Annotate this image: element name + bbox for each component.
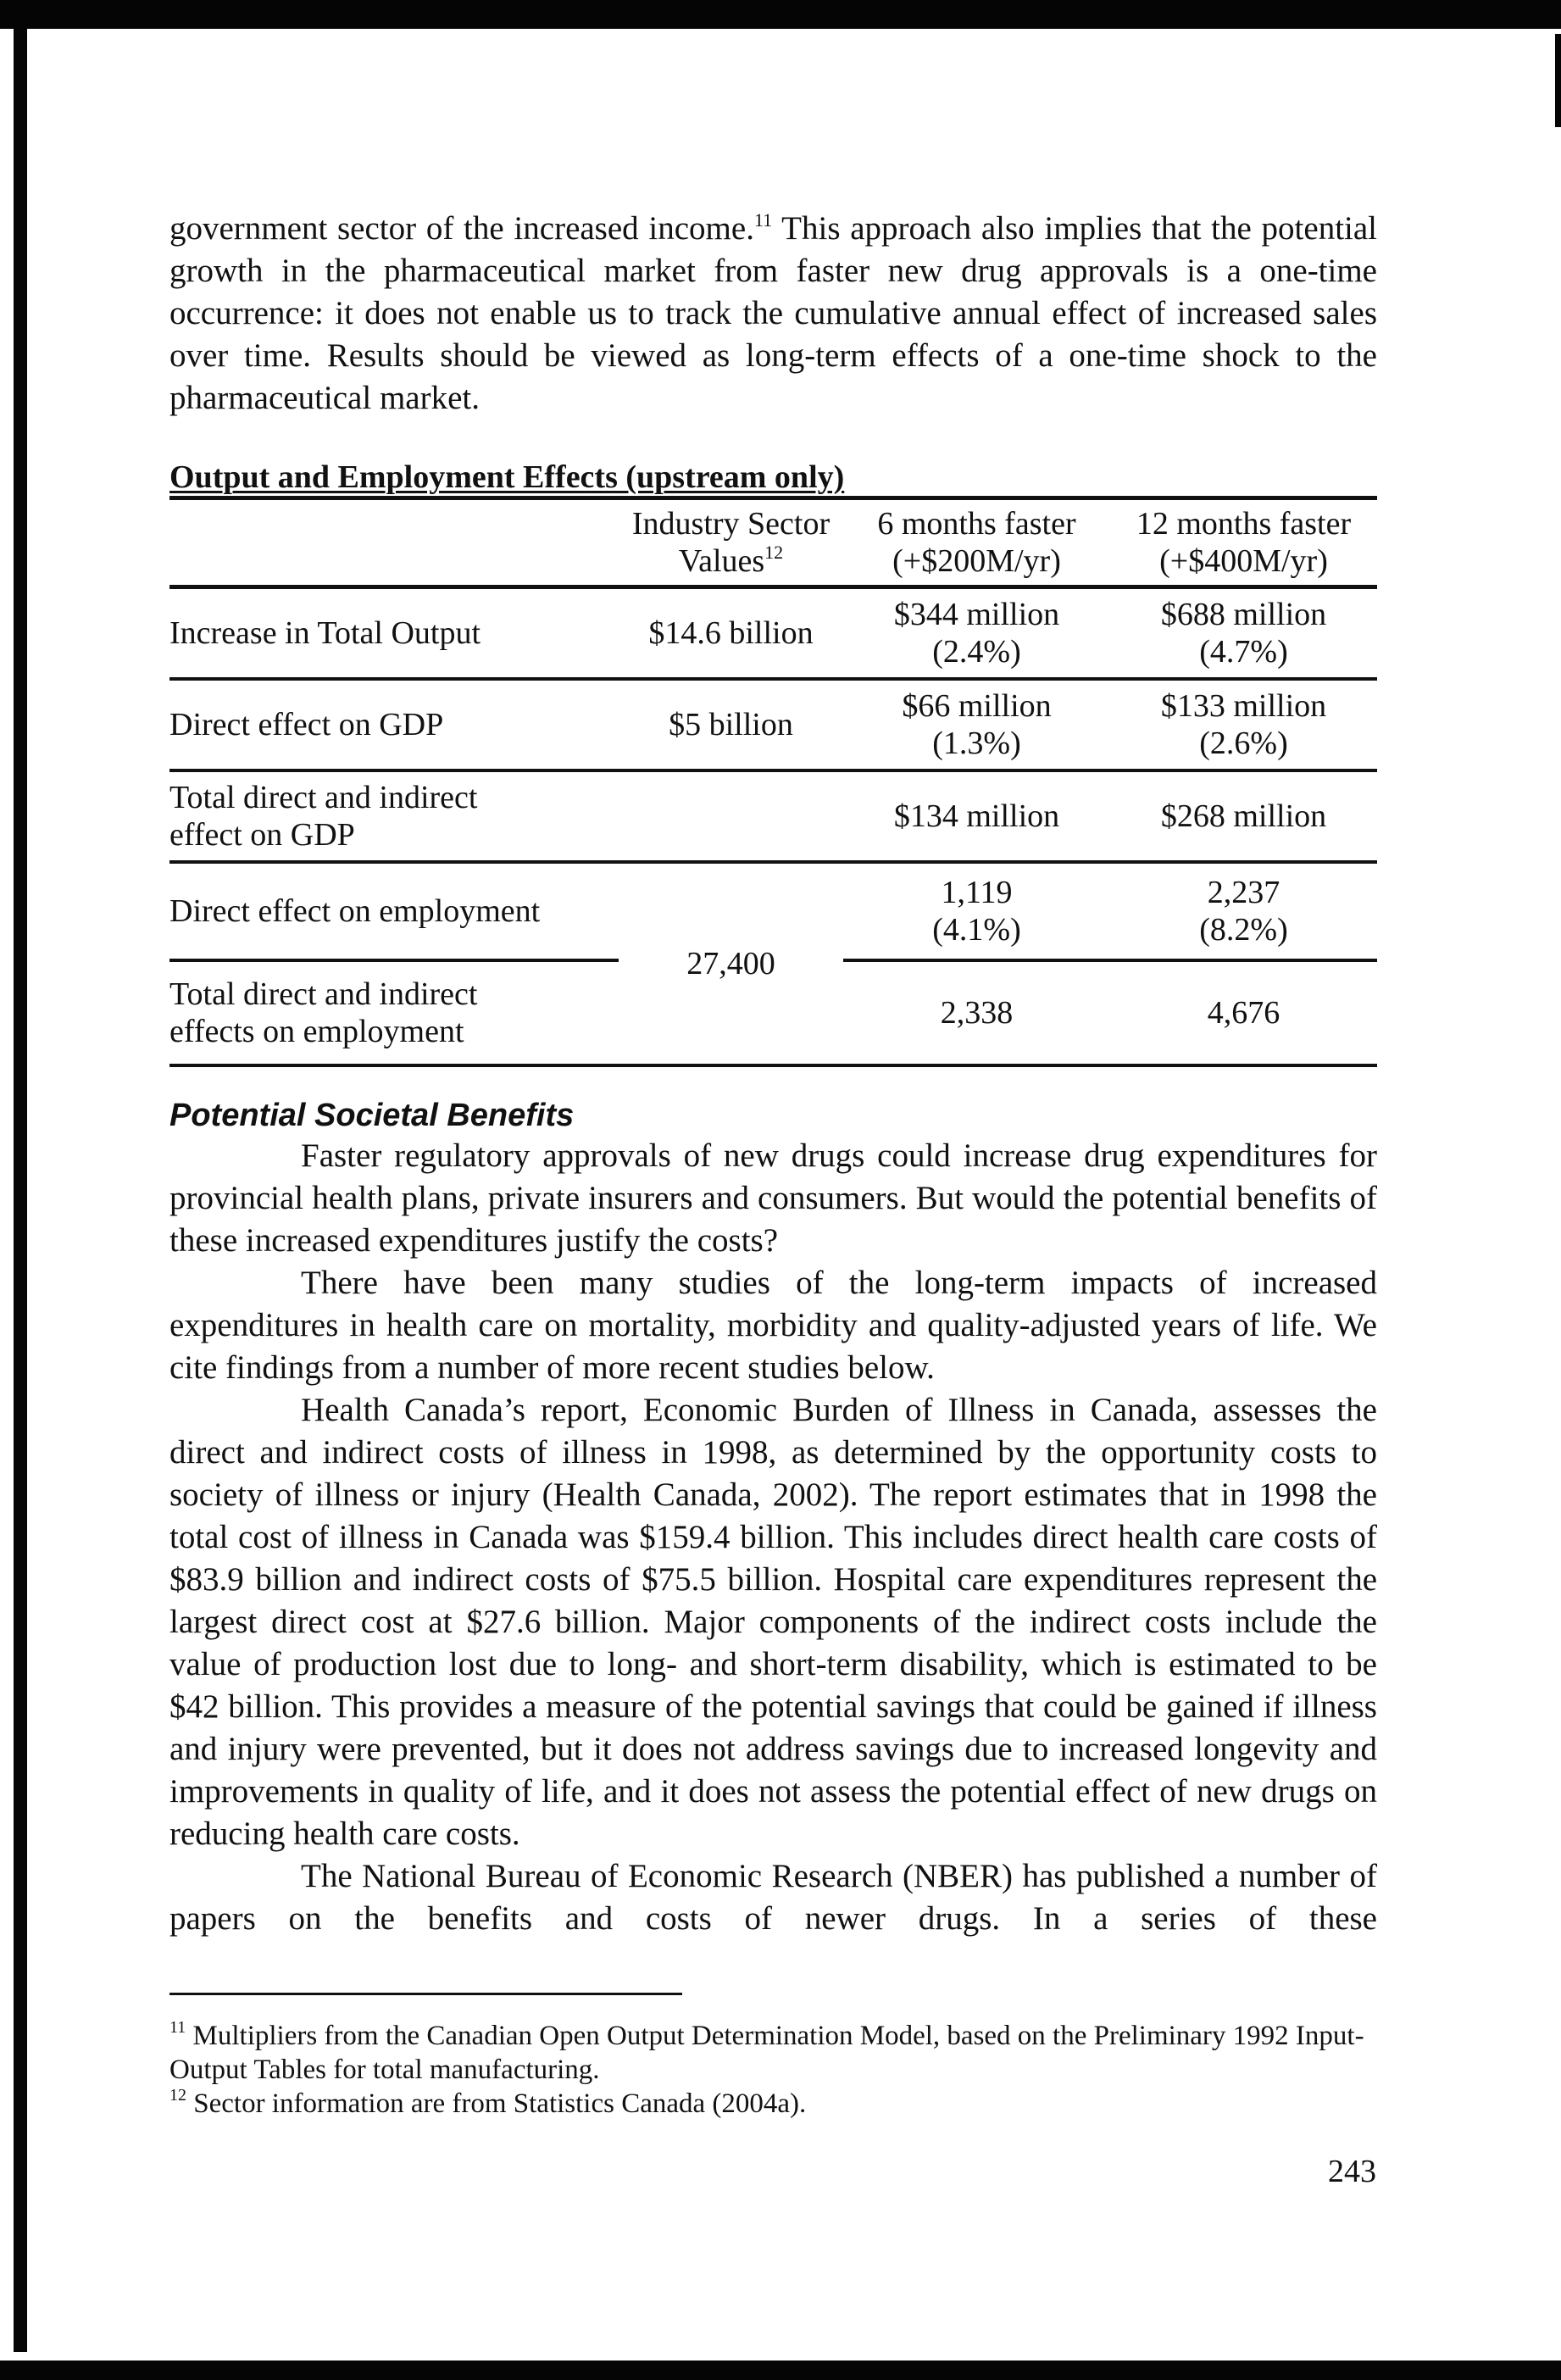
table-row [169,679,1377,770]
six-months-amount: $344 million [893,597,1060,632]
footnote-11 [169,2019,1377,2087]
twelve-months-pct: (4.7%) [1199,634,1288,670]
six-months-pct: (2.4%) [932,634,1021,670]
six-months-amount: 1,119 [941,875,1013,910]
sector-value [619,770,843,862]
six-months-value: 2,338 [843,960,1110,1065]
section-heading: Potential Societal Benefits [169,1098,575,1133]
table-row [169,770,1377,862]
twelve-months-pct: (2.6%) [1199,726,1288,761]
header-industry-sector-line1: Industry Sector [631,506,830,542]
page-number: 243 [1328,2154,1376,2189]
header-industry-sector [619,498,843,587]
footnote-marker-11: 11 [169,2018,186,2037]
header-twelve-months [1110,498,1377,587]
body-paragraph: Health Canada’s report, Economic Burden of Illness in Canada, assesses the direct and indirect costs of illness in 1998, as determined by the opportunity costs to society of illness or injury (Health Canada, 2002). The report estimates that in 1998 the total cost of illness in Canada was $159.4 billion. This includes direct health care costs of $83.9 billion and indirect costs of $75.5 billion. Hospital care expenditures represent the largest direct cost at $27.6 billion. Major components of the indirect costs include the value of production lost due to long- and short-term disability, which is estimated to be $42 billion. This provides a measure of the potential savings that could be gained if illness and injury were prevented, but it does not address savings due to increased longevity and improvements in quality of life, and it does not assess the potential effect of new drugs on reducing health care costs. [169,1392,1377,1852]
six-months-value: $134 million [843,770,1110,862]
footnote-divider [169,1993,682,1995]
header-six-months-line1: 6 months faster [877,506,1076,542]
row-label: Direct effect on GDP [169,679,619,770]
sector-value: $5 billion [619,679,843,770]
twelve-months-value [1110,587,1377,680]
row-label-line1: Total direct and indirect [169,976,478,1012]
row-label-line2: effects on employment [169,1014,464,1049]
scan-border-bottom [0,2361,1561,2380]
scan-border-top [0,0,1561,25]
six-months-pct: (1.3%) [932,726,1021,761]
row-label-line1: Total direct and indirect [169,780,478,815]
twelve-months-value: $268 million [1110,770,1377,862]
header-industry-sector-line2 [619,542,843,580]
row-label: Increase in Total Output [169,587,619,680]
twelve-months-value [1110,862,1377,960]
twelve-months-amount: $688 million [1160,597,1327,632]
row-label [169,960,619,1065]
six-months-value [843,587,1110,680]
table-header-row [169,498,1377,587]
table-row [169,587,1377,680]
footnote-11-text: Multipliers from the Canadian Open Output Determination Model, based on the Preliminary 1992 Input-Output Tables for total manufacturing. [169,2021,1364,2085]
row-label: Direct effect on employment [169,862,619,960]
body-paragraph: The National Bureau of Economic Research (NBER) has published a number of papers on the benefits and costs of newer drugs. In a series of these [169,1858,1377,1937]
scan-border-right [1555,34,1561,127]
header-twelve-months-line1: 12 months faster [1136,506,1352,542]
header-blank [169,498,619,587]
body-paragraph: There have been many studies of the long-term impacts of increased expenditures in health care on mortality, morbidity and quality-adjusted years of life. We cite findings from a number of more recent studies below. [169,1265,1377,1386]
twelve-months-amount: $133 million [1160,688,1327,724]
footnotes [169,2019,1377,2121]
footnote-ref-12[interactable]: 12 [764,542,784,563]
scan-border-left [14,25,27,2352]
intro-paragraph [169,208,1377,420]
intro-text-start: government sector of the increased income. [169,210,754,247]
six-months-value [843,679,1110,770]
twelve-months-pct: (8.2%) [1199,912,1288,948]
six-months-pct: (4.1%) [932,912,1021,948]
sector-value: $14.6 billion [619,587,843,680]
row-label [169,770,619,862]
header-values-text: Values [678,543,765,579]
table-title: Output and Employment Effects (upstream only) [169,459,845,495]
scan-border-top-thin [0,25,1561,29]
twelve-months-value [1110,679,1377,770]
footnote-12 [169,2087,1377,2121]
header-twelve-months-line2: (+$400M/yr) [1159,543,1328,579]
intro-text-end: This approach also implies that the potential growth in the pharmaceutical market from faster new drug approvals is a one-time occurrence: it does not enable us to track the cumulative annual effect of increased sales over time. Results should be viewed as long-term effects of a one-time shock to the pharmaceutical market. [169,210,1378,416]
footnote-marker-12: 12 [169,2086,186,2105]
twelve-months-value: 4,676 [1110,960,1377,1065]
six-months-amount: $66 million [902,688,1052,724]
body-paragraph: Faster regulatory approvals of new drugs could increase drug expenditures for provincial health plans, private insurers and consumers. But would the potential benefits of these increased expenditures justify the costs? [169,1137,1377,1259]
employment-sector-value: 27,400 [619,862,843,1065]
row-label-line2: effect on GDP [169,817,355,853]
footnote-ref-11[interactable]: 11 [753,209,773,231]
header-six-months-line2: (+$200M/yr) [892,543,1061,579]
twelve-months-amount: 2,237 [1207,875,1280,910]
page-content [169,208,1377,2121]
effects-table [169,496,1377,1067]
header-six-months [843,498,1110,587]
six-months-value [843,862,1110,960]
footnote-12-text: Sector information are from Statistics Canada (2004a). [186,2088,807,2119]
table-row [169,862,1377,960]
